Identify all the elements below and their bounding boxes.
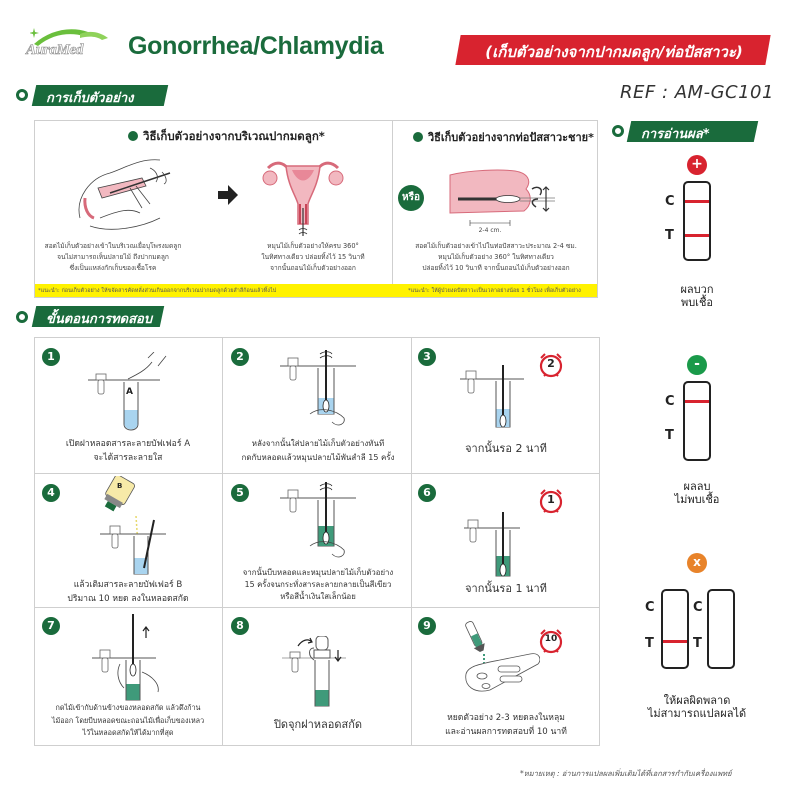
step5-squeeze-rotate-illustration — [280, 480, 360, 564]
t-label: T — [665, 228, 674, 243]
invalid-test-strip-2 — [707, 589, 735, 669]
step-number-1: 1 — [42, 348, 60, 366]
step6-text: จากนั้นรอ 1 นาที — [465, 582, 547, 595]
positive-badge-icon: + — [687, 155, 707, 175]
grid-divider — [222, 337, 223, 746]
test-line — [685, 234, 709, 237]
brand-name: AuraMed — [26, 42, 84, 58]
step8-text: ปิดจุกฝาหลอดสกัด — [273, 718, 363, 731]
cervical-method-title-text: วิธีเก็บตัวอย่างจากบริเวณปากมดลูก* — [143, 129, 325, 143]
invalid-test-strip-1 — [661, 589, 689, 669]
negative-label — [637, 480, 757, 506]
positive-label — [637, 283, 757, 309]
bottle-label-b: B — [117, 482, 123, 490]
step2-text — [226, 437, 410, 465]
negative-test-strip — [683, 381, 711, 461]
step4-text — [36, 578, 220, 606]
desc-line: ปล่อยทิ้งไว้ 10 วินาที จากนั้นถอนไม้เก็บตัวอย่างออก — [422, 264, 570, 272]
step5-text — [226, 567, 410, 603]
c-label: C — [665, 394, 675, 409]
step3-tube-wait-illustration — [460, 365, 530, 435]
section-bullet-icon — [16, 311, 28, 323]
step-line: หลังจากนั้นใส่ปลายไม้เก็บตัวอย่างทันที — [251, 439, 385, 448]
result-line: ไม่สามารถแปลผลได้ — [647, 707, 747, 720]
step-line: หยดตัวอย่าง 2-3 หยดลงในหลุม — [447, 713, 565, 723]
step6-tube-wait-illustration — [464, 512, 534, 582]
cervical-step2-desc — [238, 241, 388, 274]
step-number-8: 8 — [231, 617, 249, 635]
timer-value-2: 2 — [547, 357, 555, 370]
uterus-illustration — [258, 148, 348, 238]
step-line: และอ่านผลการทดสอบที่ 10 นาที — [445, 727, 567, 737]
step-number-3: 3 — [418, 348, 436, 366]
step-line: จากนั้นบีบหลอดและหมุนปลายไม้เก็บตัวอย่าง — [242, 568, 394, 577]
step-number-7: 7 — [42, 617, 60, 635]
desc-line: ซึ่งเป็นแหล่งกักเก็บของเชื้อโรค — [69, 264, 157, 272]
step2-swab-rotate-illustration — [280, 348, 360, 432]
desc-line: ในทิศทางเดียว ปล่อยทิ้งไว้ 15 วินาที — [261, 253, 365, 261]
step-line: ไว้ในหลอดสกัดให้ได้มากที่สุด — [82, 728, 174, 737]
step-line: ไม้ออก โดยบีบหลอดขณะถอนไม้เพื่อเก็บของเหลว — [51, 715, 205, 725]
tube-label-a: A — [126, 387, 133, 397]
step-number-2: 2 — [231, 348, 249, 366]
result-line: ให้ผลผิดพลาด — [663, 694, 731, 707]
green-dot-icon — [413, 132, 423, 142]
desc-line: สอดไม้เก็บตัวอย่างเข้าในบริเวณเยื่อบุโพรงมดลูก — [44, 242, 182, 250]
cervical-insertion-illustration — [70, 148, 180, 238]
step7-text — [36, 702, 220, 740]
control-line — [685, 400, 709, 403]
cervical-method-title — [128, 128, 325, 146]
green-dot-icon — [128, 131, 138, 141]
section-title-results: การอ่านผล* — [641, 127, 710, 142]
grid-divider — [34, 473, 600, 474]
section-bullet-icon — [16, 89, 28, 101]
timer-value-1: 1 — [547, 493, 555, 506]
step1-text — [36, 437, 220, 465]
result-line: ผลลบ — [683, 480, 711, 493]
test-line — [663, 640, 687, 643]
result-line: ผลบวก — [680, 283, 714, 296]
result-line: ไม่พบเชื้อ — [674, 493, 720, 506]
step-line: หรือสีน้ำเงินใสเล็กน้อย — [280, 592, 356, 601]
step-line: เปิดฝาหลอดสารละลายบัฟเฟอร์ A — [65, 439, 191, 449]
brand-logo — [24, 24, 124, 64]
step4-add-buffer-illustration — [100, 476, 180, 576]
desc-line: จากนั้นถอนไม้เก็บตัวอย่างออก — [270, 264, 356, 272]
step7-remove-swab-illustration — [92, 612, 172, 702]
desc-line: หมุนไม้เก็บตัวอย่างให้ครบ 360° — [267, 242, 359, 250]
urethral-desc — [398, 241, 594, 274]
section-bullet-icon — [612, 125, 624, 137]
subtitle-text: (เก็บตัวอย่างจากปากมดลูก/ท่อปัสสาวะ) — [485, 43, 743, 61]
step-line: กดไม้เข้ากับด้านข้างของหลอดสกัด แล้วดึงก้าน — [55, 703, 201, 712]
c-label: C — [645, 600, 655, 615]
desc-line: จนไม่สามารถเห็นปลายไม้ ถึงปากมดลูก — [57, 253, 169, 261]
footnote: *หมายเหตุ : อ่านการแปลผลเพิ่มเติมได้ที่เอกสารกำกับเครื่องแพทย์ — [520, 769, 732, 778]
step-line: กดกับหลอดแล้วหมุนปลายไม้พันสำลี 15 ครั้ง — [241, 453, 395, 462]
urethral-method-title — [413, 128, 594, 146]
grid-divider — [34, 607, 600, 608]
step9-drop-cassette-illustration — [460, 618, 540, 698]
desc-line: สอดไม้เก็บตัวอย่างเข้าไปในท่อปัสสาวะประมาณ 2-4 ซม. — [415, 242, 577, 250]
urethral-note: *แนะนำ: ให้ผู้ป่วยงดปัสสาวะเป็นเวลาอย่างน้อย 1 ชั่วโมง เพื่อเก็บตัวอย่าง — [408, 288, 581, 294]
measure-label: 2-4 cm. — [478, 227, 502, 234]
desc-line: หมุนไม้เก็บตัวอย่าง 360° ในทิศทางเดียว — [438, 253, 554, 261]
step9-text — [412, 711, 600, 739]
t-label: T — [693, 636, 702, 651]
step3-text: จากนั้นรอ 2 นาที — [465, 442, 547, 455]
control-line — [685, 200, 709, 203]
step-number-5: 5 — [231, 484, 249, 502]
positive-test-strip — [683, 181, 711, 261]
step-number-9: 9 — [418, 617, 436, 635]
cervical-step1-desc — [38, 241, 188, 274]
step-line: จะได้สารละลายใส — [93, 453, 163, 463]
c-label: C — [665, 194, 675, 209]
c-label: C — [693, 600, 703, 615]
section-title-procedure: ขั้นตอนการทดสอบ — [46, 312, 153, 327]
negative-badge-icon: - — [687, 355, 707, 375]
step-line: ปริมาณ 10 หยด ลงในหลอดสกัด — [67, 594, 189, 604]
ref-code: REF : AM-GC101 — [620, 82, 774, 103]
cervical-note: *แนะนำ: ก่อนเก็บตัวอย่าง ให้ขจัดสารคัดหลั่งส่วนเกินออกจากบริเวณปากมดลูกด้วยสำลีก้อนแล้วทิ้งไป — [38, 288, 277, 294]
section-title-collection: การเก็บตัวอย่าง — [46, 91, 134, 106]
step-line: แล้วเติมสารละลายบัฟเฟอร์ B — [73, 580, 183, 590]
t-label: T — [645, 636, 654, 651]
arrow-right-icon — [218, 185, 238, 205]
page-title: Gonorrhea/Chlamydia — [128, 32, 384, 60]
step-number-4: 4 — [42, 484, 60, 502]
step8-cap-tube-illustration — [282, 636, 362, 710]
grid-divider — [411, 337, 412, 746]
timer-value-10: 10 — [544, 634, 558, 644]
result-line: พบเชื้อ — [680, 296, 714, 309]
urethral-method-title-text: วิธีเก็บตัวอย่างจากท่อปัสสาวะชาย* — [428, 131, 594, 144]
step-number-6: 6 — [418, 484, 436, 502]
t-label: T — [665, 428, 674, 443]
invalid-label — [637, 694, 757, 720]
invalid-badge-icon: x — [687, 553, 707, 573]
or-badge: หรือ — [398, 185, 424, 211]
step-line: 15 ครั้งจนกระทั่งสารละลายกลายเป็นสีเขียว — [244, 580, 392, 589]
panel-divider — [392, 120, 393, 285]
